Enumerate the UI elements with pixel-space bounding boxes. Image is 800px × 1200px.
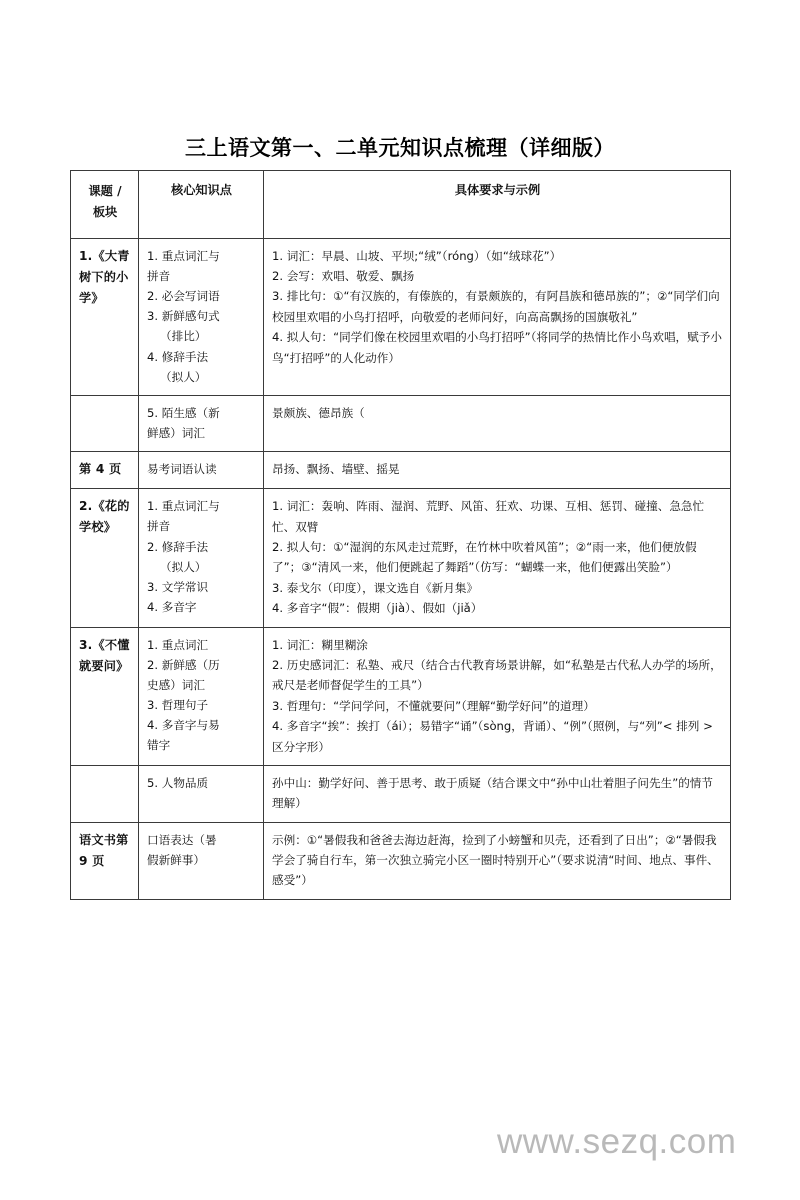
- cell-topic: [71, 765, 139, 822]
- cell-detail: [264, 765, 731, 822]
- core-point-line: （排比）: [160, 329, 207, 344]
- cell-core-points: [139, 765, 264, 822]
- column-header-topic-line2: 板块: [92, 205, 118, 220]
- detail-line: 3. 泰戈尔（印度），课文选自《新月集》: [272, 580, 479, 595]
- core-point-line: 4. 多音字与易: [147, 718, 220, 733]
- core-point-line: 口语表达（暑: [147, 832, 217, 847]
- table-row: [71, 395, 731, 451]
- detail-line: 1. 词汇：早晨、山坡、平坝;“绒”（róng）（如“绒球花”）: [272, 248, 562, 263]
- cell-detail: [264, 489, 731, 627]
- core-point-line: 错字: [147, 738, 171, 753]
- table-row: [71, 238, 731, 395]
- core-point-line: 3. 文学常识: [147, 579, 209, 594]
- cell-detail: [264, 238, 731, 395]
- detail-line: 2. 拟人句：①“湿润的东风走过荒野，在竹林中吹着风笛”；②“雨一来，他们便放假了”；③“清风一来，他们便跳起了舞蹈”（仿写：“蝴蝶一来，他们便露出笑脸”）: [272, 540, 697, 575]
- core-point-line: 拼音: [147, 519, 171, 534]
- cell-topic: 2.《花的学校》: [71, 489, 139, 627]
- cell-core-points: [139, 395, 264, 451]
- column-header-topic-line1: 课题 /: [88, 184, 122, 198]
- table-header-row: [71, 171, 731, 239]
- core-point-line: 鲜感）词汇: [147, 426, 205, 441]
- cell-topic: 3.《不懂就要问》: [71, 627, 139, 765]
- detail-line: 1. 词汇：轰响、阵雨、湿润、荒野、风笛、狂欢、功课、互相、惩罚、碰撞、急急忙忙、双臂: [272, 499, 705, 534]
- core-point-line: 2. 修辞手法: [147, 539, 209, 554]
- core-point-line: 易考词语认读: [147, 462, 217, 477]
- core-point-line: 5. 陌生感（新: [147, 405, 220, 420]
- table-body: [71, 238, 731, 899]
- cell-core-points: [139, 822, 264, 899]
- detail-line: 2. 历史感词汇：私塾、戒尺（结合古代教育场景讲解，如“私塾是古代私人办学的场所，戒尺是老师督促学生的工具”）: [272, 657, 722, 693]
- core-point-line: 1. 重点词汇: [147, 637, 209, 652]
- detail-line: 景颇族、德昂族（: [272, 405, 365, 420]
- knowledge-points-table: [70, 170, 731, 900]
- detail-line: 3. 排比句：①“有汉族的，有傣族的，有景颇族的，有阿昌族和德昂族的”；②“同学们向校园里欢唱的小鸟打招呼，向敬爱的老师问好，向高高飘扬的国旗敬礼”: [272, 289, 720, 324]
- table-header: [71, 171, 731, 239]
- core-point-line: 5. 人物品质: [147, 775, 209, 790]
- detail-line: 4. 多音字“挨”：挨打（ái）；易错字“诵”（sòng，背诵）、“例”（照例，与“列”< 排列 > 区分字形）: [272, 719, 713, 754]
- cell-core-points: [139, 627, 264, 765]
- cell-detail: [264, 822, 731, 899]
- detail-line: 2. 会写：欢唱、敬爱、飘扬: [272, 269, 415, 284]
- cell-detail: [264, 627, 731, 765]
- core-point-line: 4. 多音字: [147, 600, 197, 615]
- core-point-line: （拟人）: [160, 369, 207, 384]
- detail-line: 1. 词汇：糊里糊涂: [272, 637, 368, 652]
- core-point-line: （拟人）: [160, 559, 207, 574]
- cell-detail: [264, 395, 731, 451]
- cell-topic: [71, 395, 139, 451]
- core-point-line: 1. 重点词汇与: [147, 248, 220, 263]
- table-row: [71, 627, 731, 765]
- core-point-line: 4. 修辞手法: [147, 349, 209, 364]
- knowledge-table-wrapper: [70, 170, 730, 900]
- table-row: [71, 489, 731, 627]
- column-header-detail: 具体要求与示例: [264, 171, 731, 239]
- detail-line: 示例：①“暑假我和爸爸去海边赶海，捡到了小螃蟹和贝壳，还看到了日出”；②“暑假我学会了骑自行车，第一次独立骑完小区一圈时特别开心”（要求说清“时间、地点、事件、感受”）: [272, 832, 719, 888]
- column-header-core-points: 核心知识点: [139, 171, 264, 239]
- table-row: [71, 822, 731, 899]
- detail-line: 昂扬、飘扬、墙壁、摇晃: [272, 462, 400, 477]
- core-point-line: 2. 新鲜感（历: [147, 657, 220, 672]
- cell-core-points: [139, 452, 264, 489]
- table-row: [71, 452, 731, 489]
- detail-line: 孙中山：勤学好问、善于思考、敢于质疑（结合课文中“孙中山壮着胆子问先生”的情节理解）: [272, 775, 713, 811]
- table-row: [71, 765, 731, 822]
- detail-line: 4. 拟人句：“同学们像在校园里欢唱的小鸟打招呼”（将同学的热情比作小鸟欢唱，赋予小鸟“打招呼”的人化动作）: [272, 330, 722, 365]
- cell-core-points: [139, 238, 264, 395]
- site-watermark: www.sezq.com: [497, 1122, 737, 1161]
- page-title: 三上语文第一、二单元知识点梳理（详细版）: [185, 136, 615, 161]
- cell-topic: 1.《大青树下的小学》: [71, 238, 139, 395]
- cell-core-points: [139, 489, 264, 627]
- cell-topic: 语文书第 9 页: [71, 822, 139, 899]
- cell-detail: [264, 452, 731, 489]
- core-point-line: 拼音: [147, 268, 171, 283]
- core-point-line: 史感）词汇: [147, 677, 205, 692]
- core-point-line: 假新鲜事）: [147, 852, 205, 867]
- column-header-topic: [71, 171, 139, 239]
- core-point-line: 2. 必会写词语: [147, 289, 220, 304]
- detail-line: 3. 哲理句：“学问学问，不懂就要问”（理解“勤学好问”的道理）: [272, 698, 595, 713]
- core-point-line: 3. 哲理句子: [147, 698, 209, 713]
- core-point-line: 3. 新鲜感句式: [147, 309, 220, 324]
- detail-line: 4. 多音字“假”：假期（jià）、假如（jiǎ）: [272, 601, 483, 616]
- cell-topic: 第 4 页: [71, 452, 139, 489]
- core-point-line: 1. 重点词汇与: [147, 499, 220, 514]
